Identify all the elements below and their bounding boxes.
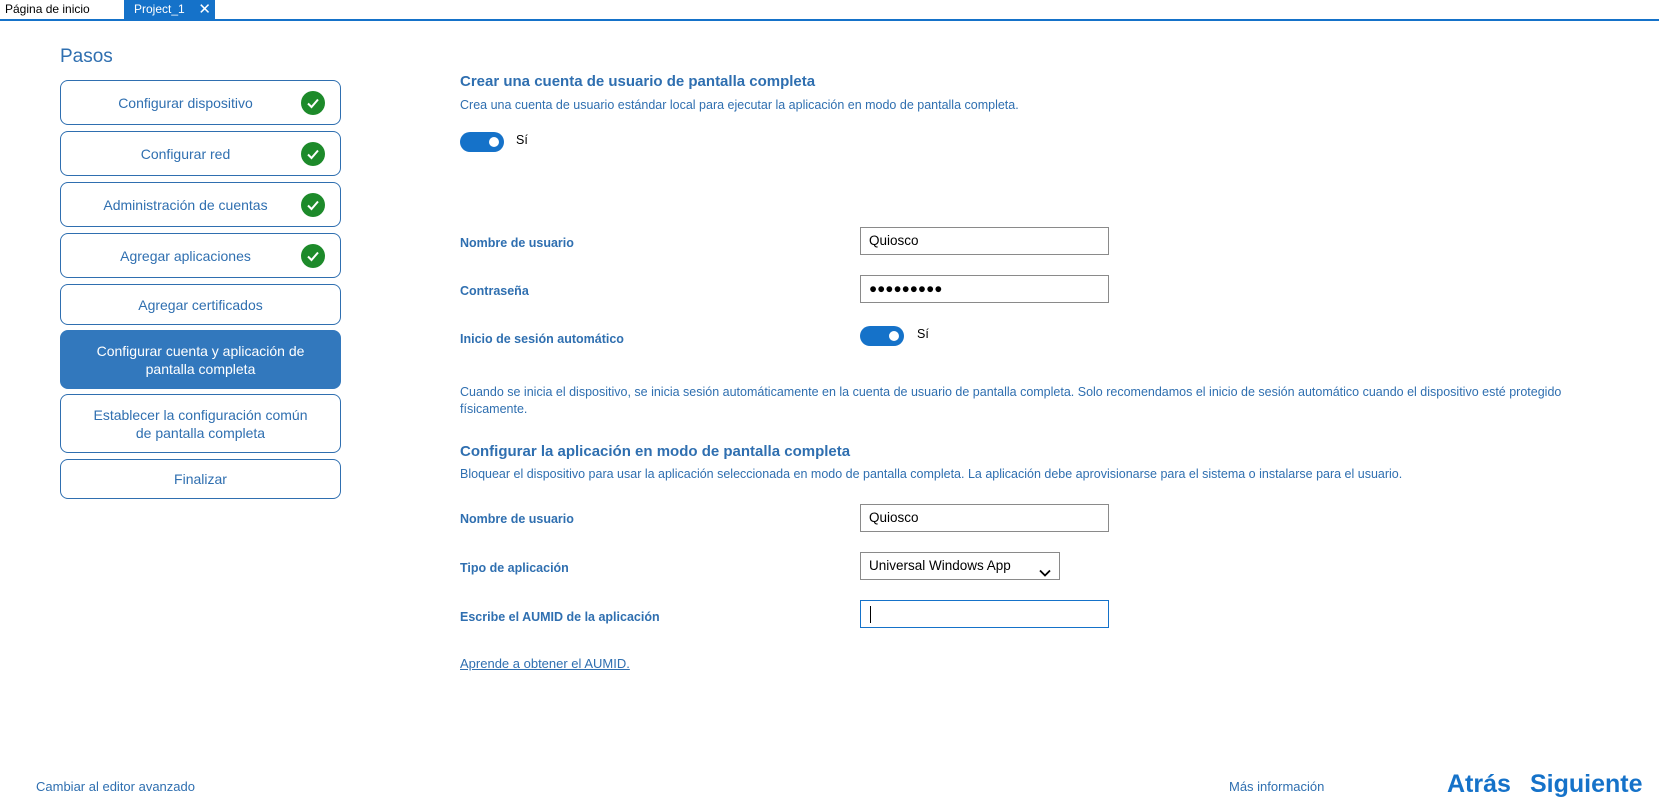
step-label: Finalizar [174, 471, 227, 487]
step-configure-device[interactable] [60, 80, 341, 125]
close-icon[interactable]: ✕ [198, 1, 211, 18]
app-username-field[interactable]: Quiosco [860, 504, 1109, 532]
tab-project-label: Project_1 [134, 2, 185, 16]
step-label: Agregar aplicaciones [120, 247, 251, 264]
autologon-note: Cuando se inicia el dispositivo, se inicia sesión automáticamente en la cuenta de usuario de pantalla completa. Solo recomendamos el inicio de sesión automático cuando el dispositivo esté protegido físicamente. [460, 385, 1562, 416]
aumid-label: Escribe el AUMID de la aplicación [460, 610, 660, 624]
app-type-label: Tipo de aplicación [460, 561, 569, 575]
tab-bar [0, 0, 1659, 21]
autologon-toggle[interactable] [860, 326, 904, 346]
step-finish[interactable] [60, 459, 341, 499]
tab-project[interactable] [124, 0, 215, 19]
step-label: Establecer la configuración común de pantalla completa [93, 406, 308, 441]
app-description: Bloquear el dispositivo para usar la aplicación seleccionada en modo de pantalla completa. La aplicación debe aprovisionarse para el sistema o instalarse para el usuario. [460, 467, 1403, 481]
app-username-label: Nombre de usuario [460, 512, 574, 526]
step-label: Agregar certificados [138, 296, 263, 313]
step-label: Configurar red [140, 145, 231, 162]
step-label: Configurar cuenta y aplicación de pantalla completa [96, 342, 305, 377]
tab-home[interactable]: Página de inicio [5, 2, 90, 16]
step-add-certificates[interactable] [60, 284, 341, 325]
toggle-knob [489, 137, 499, 147]
check-icon [301, 91, 325, 115]
back-button[interactable]: Atrás [1447, 770, 1511, 798]
password-label: Contraseña [460, 284, 529, 298]
create-account-toggle-label: Sí [516, 133, 528, 147]
aumid-help-link[interactable]: Aprende a obtener el AUMID. [460, 656, 630, 671]
step-kiosk-common-settings[interactable] [60, 394, 341, 453]
username-label: Nombre de usuario [460, 236, 574, 250]
step-configure-network[interactable] [60, 131, 341, 176]
chevron-down-icon [1039, 561, 1051, 587]
step-account-management[interactable] [60, 182, 341, 227]
autologon-toggle-label: Sí [917, 327, 929, 341]
advanced-editor-link[interactable]: Cambiar al editor avanzado [36, 779, 195, 794]
create-account-toggle[interactable] [460, 132, 504, 152]
steps-title: Pasos [60, 46, 113, 67]
step-kiosk-account-app[interactable] [60, 330, 341, 389]
app-heading: Configurar la aplicación en modo de pantalla completa [460, 443, 851, 460]
account-heading: Crear una cuenta de usuario de pantalla completa [460, 73, 816, 90]
check-icon [301, 244, 325, 268]
username-field[interactable]: Quiosco [860, 227, 1109, 255]
account-description: Crea una cuenta de usuario estándar local para ejecutar la aplicación en modo de pantalla completa. [460, 98, 1019, 112]
step-add-apps[interactable] [60, 233, 341, 278]
autologon-label: Inicio de sesión automático [460, 332, 624, 346]
step-label: Administración de cuentas [103, 196, 268, 213]
check-icon [301, 142, 325, 166]
toggle-knob [889, 331, 899, 341]
step-label: Configurar dispositivo [118, 94, 253, 111]
next-button[interactable]: Siguiente [1530, 770, 1643, 798]
app-type-select[interactable] [860, 552, 1060, 580]
aumid-input[interactable] [860, 600, 1109, 628]
text-caret [870, 606, 871, 623]
more-info-link[interactable]: Más información [1229, 779, 1325, 794]
password-field[interactable]: ●●●●●●●●● [860, 275, 1109, 303]
check-icon [301, 193, 325, 217]
app-type-value: Universal Windows App [869, 558, 1011, 573]
